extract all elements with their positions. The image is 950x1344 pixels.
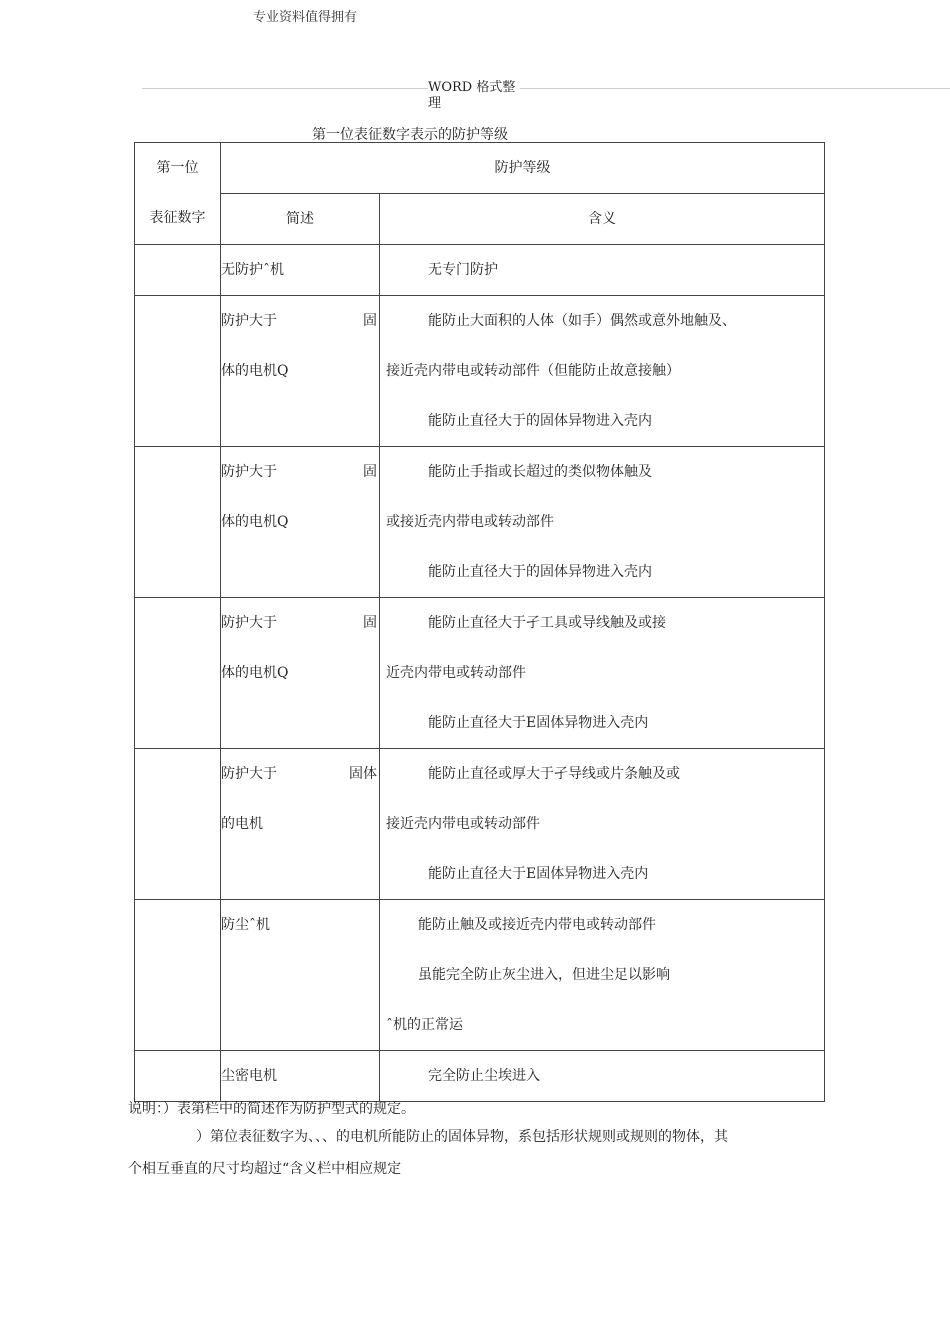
digit-cell: [135, 245, 221, 296]
word-format-label: WORD 格式整理: [428, 80, 520, 112]
header-note: 专业资料值得拥有: [253, 10, 358, 25]
brief-cell: [221, 598, 380, 749]
digit-cell: [135, 900, 221, 1051]
brief-line: 防护大于: [221, 313, 277, 329]
meaning-line: 能防止直径或厚大于孑导线或片条触及或: [428, 766, 680, 782]
meaning-line: 能防止直径大于的固体异物进入壳内: [428, 413, 652, 429]
meaning-header: 含义: [380, 194, 825, 245]
meaning-cell: [380, 1051, 825, 1102]
note-line-1: 说明：）表第栏中的简述作为防护型式的规定。: [128, 1101, 415, 1117]
digit-cell: [135, 1051, 221, 1102]
meaning-cell: [380, 245, 825, 296]
meaning-cell: [380, 296, 825, 447]
brief-line: 体的电机Q: [221, 363, 289, 379]
table-row: [135, 1051, 825, 1102]
meaning-line: 能防止大面积的人体（如手）偶然或意外地触及、: [428, 313, 736, 329]
meaning-line: 能防止触及或接近壳内带电或转动部件: [418, 917, 656, 933]
meaning-line: 接近壳内带电或转动部件（但能防止故意接触）: [386, 363, 680, 379]
meaning-line: 虽能完全防止灰尘进入，但进尘足以影响: [418, 967, 670, 983]
meaning-line: 能防止直径大于孑工具或导线触及或接: [428, 615, 666, 631]
meaning-line: 能防止手指或长超过的类似物体触及: [428, 464, 652, 480]
brief-cell: [221, 900, 380, 1051]
meaning-line: ˆ机的正常运: [386, 1017, 463, 1033]
meaning-line: 能防止直径大于的固体异物进入壳内: [428, 564, 652, 580]
table-row: [135, 749, 825, 900]
meaning-cell: [380, 447, 825, 598]
brief-line: 尘密电机: [221, 1068, 277, 1084]
note-line-2: ）第位表征数字为、、、的电机所能防止的固体异物，系包括形状规则或规则的物体，其: [196, 1129, 728, 1145]
brief-line: 体的电机Q: [221, 665, 289, 681]
first-digit-header: [135, 143, 221, 245]
header-rule: [142, 88, 950, 89]
brief-right-fragment: 固: [363, 313, 377, 329]
protection-level-header: 防护等级: [221, 143, 825, 194]
digit-cell: [135, 296, 221, 447]
meaning-line: 接近壳内带电或转动部件: [386, 816, 540, 832]
note-line-3: 个相互垂直的尺寸均超过“含义栏中相应规定: [128, 1161, 402, 1177]
digit-cell: [135, 447, 221, 598]
brief-cell: [221, 447, 380, 598]
meaning-line: 能防止直径大于E固体异物进入壳内: [428, 715, 649, 731]
protection-level-table: [134, 142, 825, 1102]
first-digit-header-line1: 第一位: [156, 160, 199, 176]
brief-line: 防护大于: [221, 615, 277, 631]
table-row: [135, 296, 825, 447]
meaning-cell: [380, 900, 825, 1051]
brief-line: 无防护ˆ机: [221, 262, 284, 278]
brief-cell: [221, 245, 380, 296]
brief-right-fragment: 固体: [349, 766, 377, 782]
table-row: [135, 245, 825, 296]
meaning-line: 完全防止尘埃进入: [428, 1068, 540, 1084]
brief-line: 的电机: [221, 816, 263, 832]
digit-cell: [135, 749, 221, 900]
table-row: [135, 900, 825, 1051]
table-title: 第一位表征数字表示的防护等级: [312, 127, 508, 143]
brief-cell: [221, 1051, 380, 1102]
meaning-line: 能防止直径大于E固体异物进入壳内: [428, 866, 649, 882]
brief-line: 防尘ˆ机: [221, 917, 270, 933]
first-digit-header-line2: 表征数字: [149, 210, 206, 226]
brief-right-fragment: 固: [363, 615, 377, 631]
brief-line: 防护大于: [221, 464, 277, 480]
meaning-line: 近壳内带电或转动部件: [386, 665, 526, 681]
brief-right-fragment: 固: [363, 464, 377, 480]
meaning-line: 无专门防护: [428, 262, 498, 278]
meaning-cell: [380, 749, 825, 900]
brief-header: 简述: [221, 194, 380, 245]
digit-cell: [135, 598, 221, 749]
brief-cell: [221, 296, 380, 447]
brief-cell: [221, 749, 380, 900]
brief-line: 体的电机Q: [221, 514, 289, 530]
table-row: [135, 447, 825, 598]
meaning-cell: [380, 598, 825, 749]
meaning-line: 或接近壳内带电或转动部件: [386, 514, 554, 530]
brief-line: 防护大于: [221, 766, 277, 782]
table-row: [135, 598, 825, 749]
